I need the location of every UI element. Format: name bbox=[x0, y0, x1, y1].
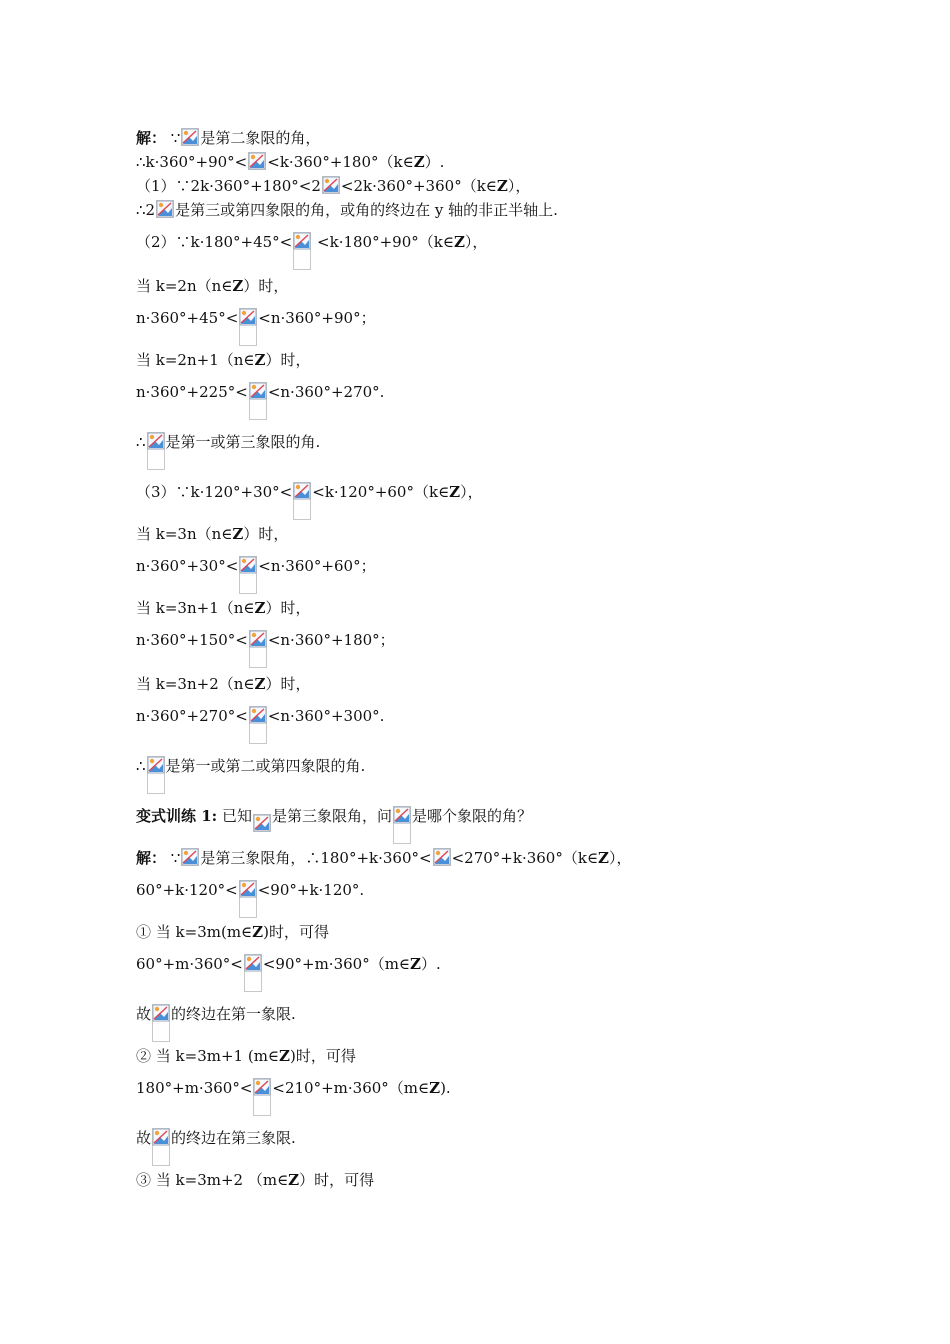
text-run: 故 bbox=[136, 1129, 152, 1147]
text-run: <n·360°+180°； bbox=[267, 631, 395, 649]
broken-image-icon bbox=[239, 308, 257, 346]
text-line bbox=[136, 848, 632, 868]
broken-image-icon bbox=[152, 1128, 170, 1166]
broken-image-icon bbox=[244, 954, 262, 992]
broken-image-icon bbox=[248, 152, 266, 170]
text-run: n·360°+30°< bbox=[136, 557, 239, 575]
broken-image-icon bbox=[293, 482, 311, 520]
text-line bbox=[136, 598, 310, 618]
text-run: 是第一或第三象限的角. bbox=[165, 433, 321, 451]
bold-text: Z bbox=[288, 1171, 300, 1189]
broken-image-icon bbox=[156, 200, 174, 218]
bold-text: Z bbox=[413, 153, 425, 171]
bold-text: Z bbox=[279, 1047, 290, 1065]
text-run: ）时， bbox=[265, 599, 311, 617]
text-line bbox=[136, 556, 376, 594]
text-run: ）时， bbox=[243, 277, 289, 295]
text-line bbox=[136, 756, 365, 794]
text-line bbox=[136, 1078, 451, 1116]
text-run: 当 k=2n（n∈ bbox=[136, 277, 233, 295]
bold-text: 解： bbox=[136, 129, 167, 147]
text-run: 当 k=3n（n∈ bbox=[136, 525, 233, 543]
bold-text: Z bbox=[254, 351, 266, 369]
text-run: <k·180°+90°（k∈ bbox=[312, 233, 454, 251]
text-run: ). bbox=[440, 1079, 451, 1097]
text-run: 是第一或第二或第四象限的角. bbox=[165, 757, 366, 775]
broken-image-icon bbox=[239, 880, 257, 918]
text-line bbox=[136, 482, 483, 520]
text-run: n·360°+150°< bbox=[136, 631, 248, 649]
text-run: )时，可得 bbox=[263, 923, 329, 941]
text-run: <n·360°+270°. bbox=[267, 383, 385, 401]
text-line bbox=[136, 706, 384, 744]
text-run: （1）∵2k·360°+180°<2 bbox=[136, 177, 321, 195]
text-run: n·360°+270°< bbox=[136, 707, 248, 725]
text-run: <90°+k·120°. bbox=[257, 881, 365, 899]
text-run: （3）∵k·120°+30°< bbox=[136, 483, 293, 501]
bold-text: Z bbox=[429, 1079, 441, 1097]
text-run: ）时，可得 bbox=[299, 1171, 375, 1189]
bold-text: Z bbox=[232, 525, 244, 543]
text-line bbox=[136, 382, 384, 420]
text-run: n·360°+45°< bbox=[136, 309, 239, 327]
text-run: ∴2 bbox=[136, 201, 156, 219]
bold-text: Z bbox=[252, 923, 264, 941]
text-run: 是第三象限角，∴180°+k·360°< bbox=[200, 849, 432, 867]
text-line bbox=[136, 276, 288, 296]
text-run: n·360°+225°< bbox=[136, 383, 248, 401]
text-run: <210°+m·360°（m∈ bbox=[272, 1079, 430, 1097]
text-run: ① 当 k=3m(m∈ bbox=[136, 923, 253, 941]
text-line bbox=[136, 200, 558, 220]
text-run: 是第二象限的角， bbox=[200, 129, 321, 147]
text-line bbox=[136, 954, 441, 992]
text-run: <2k·360°+360°（k∈ bbox=[340, 177, 497, 195]
bold-text: Z bbox=[449, 483, 461, 501]
text-run: ）. bbox=[421, 955, 441, 973]
text-run: ）， bbox=[460, 483, 483, 501]
text-run: 是第三象限角，问 bbox=[271, 807, 392, 825]
text-run: 的终边在第一象限. bbox=[171, 1005, 296, 1023]
text-run: 已知 bbox=[217, 807, 252, 825]
broken-image-icon bbox=[152, 1004, 170, 1042]
text-line bbox=[136, 308, 376, 346]
broken-image-icon bbox=[147, 756, 165, 794]
broken-image-icon bbox=[249, 630, 267, 668]
text-line bbox=[136, 922, 329, 942]
text-line bbox=[136, 176, 530, 196]
broken-image-icon bbox=[433, 848, 451, 866]
text-run: ）， bbox=[464, 233, 488, 251]
text-run: <n·360°+60°； bbox=[258, 557, 376, 575]
broken-image-icon bbox=[181, 128, 199, 146]
text-run: ）时， bbox=[243, 525, 289, 543]
text-run: ）. bbox=[424, 153, 445, 171]
broken-image-icon bbox=[253, 814, 271, 832]
broken-image-icon bbox=[393, 806, 411, 844]
broken-image-icon bbox=[147, 432, 165, 470]
bold-text: 变式训练 1: bbox=[136, 807, 218, 825]
text-line bbox=[136, 806, 532, 844]
bold-text: Z bbox=[453, 233, 465, 251]
text-line bbox=[136, 1170, 374, 1190]
text-run: <n·360°+300°. bbox=[267, 707, 385, 725]
text-run: ）， bbox=[507, 177, 531, 195]
text-run: 60°+m·360°< bbox=[136, 955, 243, 973]
text-run: ∵ bbox=[166, 129, 181, 147]
text-line bbox=[136, 1046, 356, 1066]
text-line bbox=[136, 1128, 296, 1166]
text-line bbox=[136, 1004, 296, 1042]
broken-image-icon bbox=[181, 848, 199, 866]
bold-text: 解： bbox=[136, 849, 167, 867]
text-run: <90°+m·360°（m∈ bbox=[262, 955, 411, 973]
text-run: 当 k=3n+2（n∈ bbox=[136, 675, 255, 693]
text-line bbox=[136, 232, 487, 270]
text-run: ）时， bbox=[265, 351, 311, 369]
bold-text: Z bbox=[232, 277, 244, 295]
text-run: 180°+m·360°< bbox=[136, 1079, 253, 1097]
broken-image-icon bbox=[253, 1078, 271, 1116]
text-run: <k·360°+180°（k∈ bbox=[267, 153, 414, 171]
bold-text: Z bbox=[598, 849, 609, 867]
text-run: 当 k=2n+1（n∈ bbox=[136, 351, 255, 369]
text-run: <k·120°+60°（k∈ bbox=[312, 483, 450, 501]
text-line bbox=[136, 432, 320, 470]
text-line bbox=[136, 350, 310, 370]
bold-text: Z bbox=[254, 675, 266, 693]
broken-image-icon bbox=[293, 232, 311, 270]
text-line bbox=[136, 152, 444, 172]
text-run: 是哪个象限的角？ bbox=[412, 807, 533, 825]
text-line bbox=[136, 128, 320, 148]
text-run: ③ 当 k=3m+2 （m∈ bbox=[136, 1171, 289, 1189]
text-run: 的终边在第三象限. bbox=[171, 1129, 296, 1147]
text-run: 60°+k·120°< bbox=[136, 881, 238, 899]
text-line bbox=[136, 524, 288, 544]
text-line bbox=[136, 880, 364, 918]
text-run: )时，可得 bbox=[289, 1047, 356, 1065]
bold-text: Z bbox=[410, 955, 421, 973]
text-run: ）， bbox=[609, 849, 632, 867]
text-run: 故 bbox=[136, 1005, 152, 1023]
text-run: （2）∵k·180°+45°< bbox=[136, 233, 293, 251]
text-line bbox=[136, 674, 310, 694]
text-run: ∴ bbox=[136, 757, 146, 775]
broken-image-icon bbox=[249, 382, 267, 420]
text-run: 当 k=3n+1（n∈ bbox=[136, 599, 255, 617]
broken-image-icon bbox=[322, 176, 340, 194]
text-run: <n·360°+90°； bbox=[258, 309, 376, 327]
text-run: ∴ bbox=[136, 433, 146, 451]
bold-text: Z bbox=[496, 177, 508, 195]
text-run: ）时， bbox=[265, 675, 311, 693]
text-run: ∵ bbox=[166, 849, 181, 867]
text-run: <270°+k·360°（k∈ bbox=[451, 849, 599, 867]
text-run: ② 当 k=3m+1 (m∈ bbox=[136, 1047, 280, 1065]
broken-image-icon bbox=[249, 706, 267, 744]
bold-text: Z bbox=[254, 599, 266, 617]
broken-image-icon bbox=[239, 556, 257, 594]
text-run: 是第三或第四象限的角，或角的终边在 y 轴的非正半轴上. bbox=[175, 201, 558, 219]
text-line bbox=[136, 630, 395, 668]
text-run: ∴k·360°+90°< bbox=[136, 153, 248, 171]
